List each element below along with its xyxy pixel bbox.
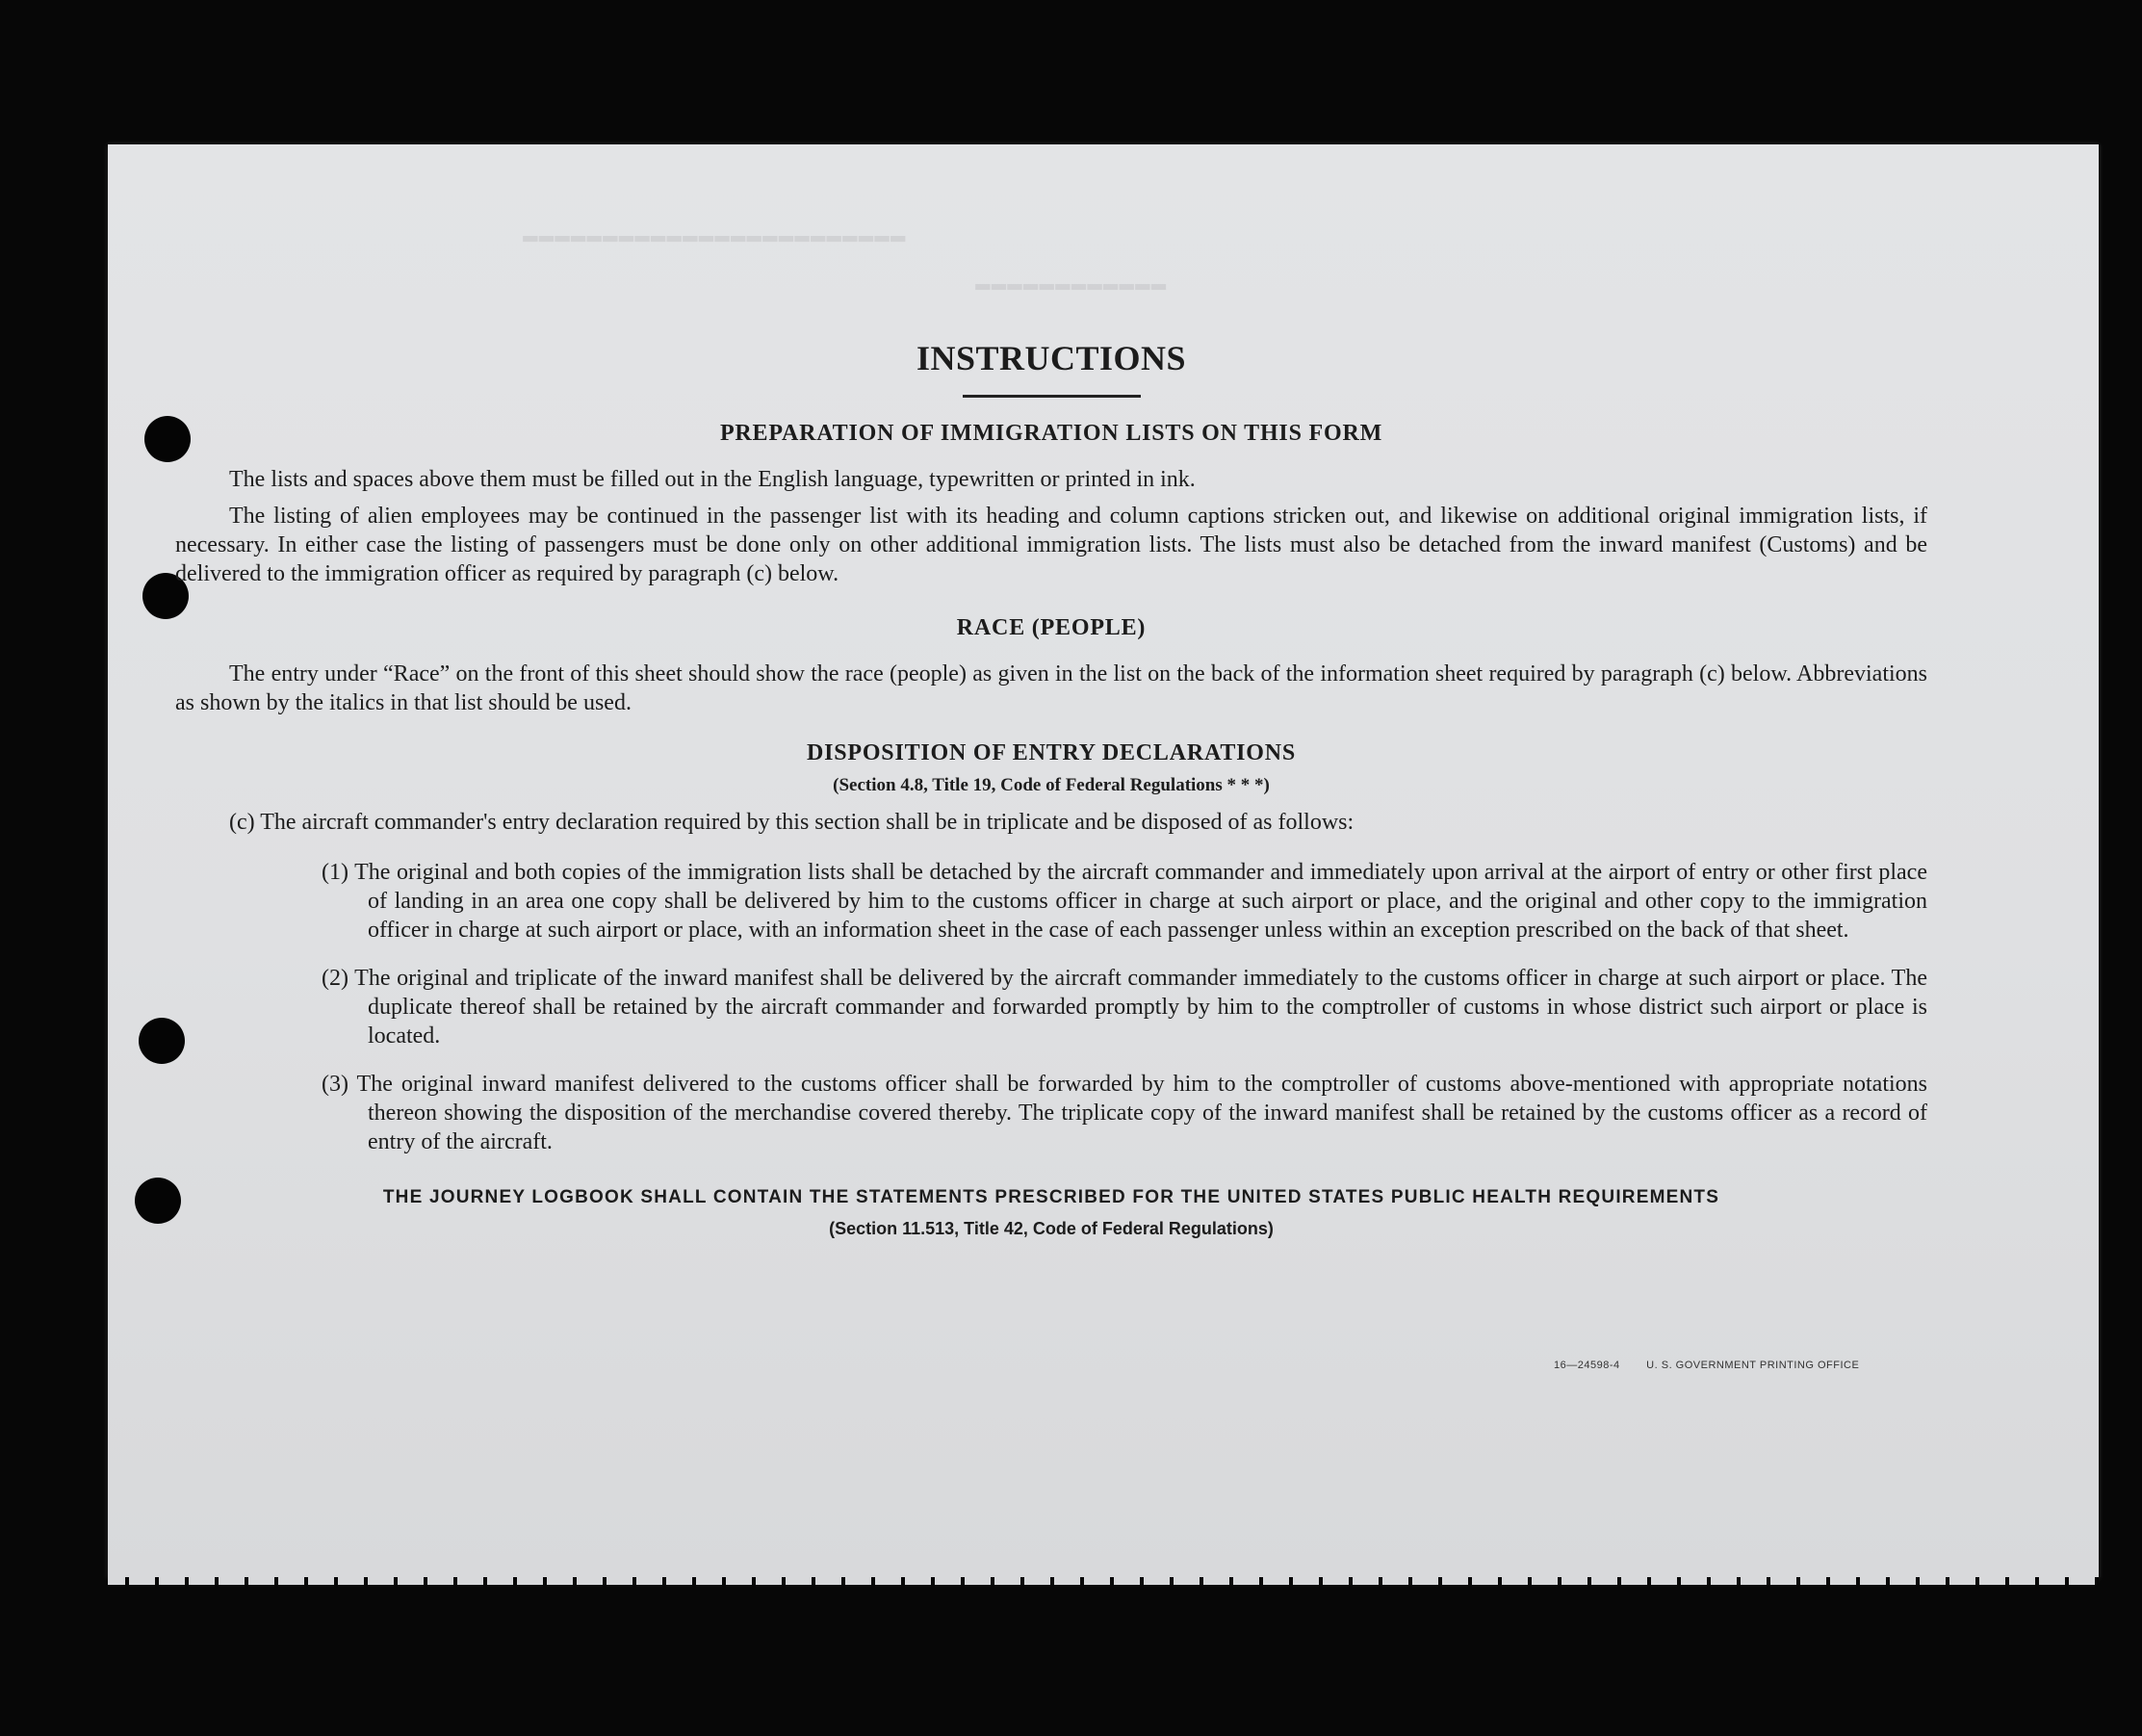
printer-imprint bbox=[1554, 1360, 1882, 1371]
punch-hole bbox=[135, 1178, 181, 1224]
printer-name: U. S. GOVERNMENT PRINTING OFFICE bbox=[1646, 1360, 1860, 1371]
section-heading-disposition: DISPOSITION OF ENTRY DECLARATIONS bbox=[806, 740, 1297, 765]
section-heading-race: RACE (PEOPLE) bbox=[956, 615, 1147, 640]
section-heading-preparation: PREPARATION OF IMMIGRATION LISTS ON THIS FORM bbox=[719, 421, 1383, 446]
list-item-3: (3) The original inward manifest delivered to the customs officer shall be forwarded by him to the comptroller of customs above-mentioned with appropriate notations thereon showing the disposition of the merchandise covered thereby. The triplicate copy of the inward manifest shall be retained by the customs officer as a record of entry of the aircraft. bbox=[322, 1072, 1927, 1154]
page-title: INSTRUCTIONS bbox=[916, 339, 1187, 377]
bleed-through-text: ▬▬▬▬▬▬▬▬▬▬▬▬ bbox=[974, 270, 1167, 298]
paragraph-language: The lists and spaces above them must be filled out in the English language, typewritten or printed in ink. bbox=[229, 467, 1196, 492]
bleed-through-text: ▬▬▬▬▬▬▬▬▬▬▬▬▬▬▬▬▬▬▬▬▬▬▬▬ bbox=[522, 221, 906, 250]
instructions-body bbox=[175, 337, 1927, 1243]
title-rule bbox=[963, 395, 1141, 398]
footer-statement: THE JOURNEY LOGBOOK SHALL CONTAIN THE STATEMENTS PRESCRIBED FOR THE UNITED STATES PUBLIC HEALTH REQUIREMENTS bbox=[382, 1187, 1720, 1207]
paragraph-c-lead: (c) The aircraft commander's entry declaration required by this section shall be in triplicate and be disposed of as follows: bbox=[229, 810, 1355, 835]
list-item-1: (1) The original and both copies of the immigration lists shall be detached by the aircraft commander and immediately upon arrival at the airport of entry or other first place of landing in an area one copy shall be delivered by him to the customs officer in charge at such airport or place, and the original and other copy to the immigration officer in charge at such airport or place, with an information sheet in the case of each passenger unless within an exception prescribed on the back of that sheet. bbox=[322, 860, 1927, 943]
footer-citation: (Section 11.513, Title 42, Code of Federal Regulations) bbox=[829, 1219, 1274, 1238]
paragraph-alien-employees: The listing of alien employees may be continued in the passenger list with its heading and column captions stricken out, and likewise on additional original immigration lists, if necessary. In either case the listing of passengers must be done only on other additional immigration lists. The lists must also be detached from the inward manifest (Customs) and be delivered to the immigration officer as required by paragraph (c) below. bbox=[175, 504, 1927, 586]
list-item-2: (2) The original and triplicate of the inward manifest shall be delivered by the aircraft commander immediately to the customs officer in charge at such airport or place. The duplicate thereof shall be retained by the aircraft commander and forwarded promptly by him to the comptroller of customs in whose district such airport or place is located. bbox=[322, 966, 1927, 1049]
paragraph-race: The entry under “Race” on the front of this sheet should show the race (people) as given in the list on the back of the information sheet required by paragraph (c) below. Abbreviations as shown by the italics in that list should be used. bbox=[175, 661, 1927, 715]
section-citation: (Section 4.8, Title 19, Code of Federal Regulations * * *) bbox=[833, 775, 1270, 795]
form-number: 16—24598-4 bbox=[1554, 1360, 1620, 1371]
